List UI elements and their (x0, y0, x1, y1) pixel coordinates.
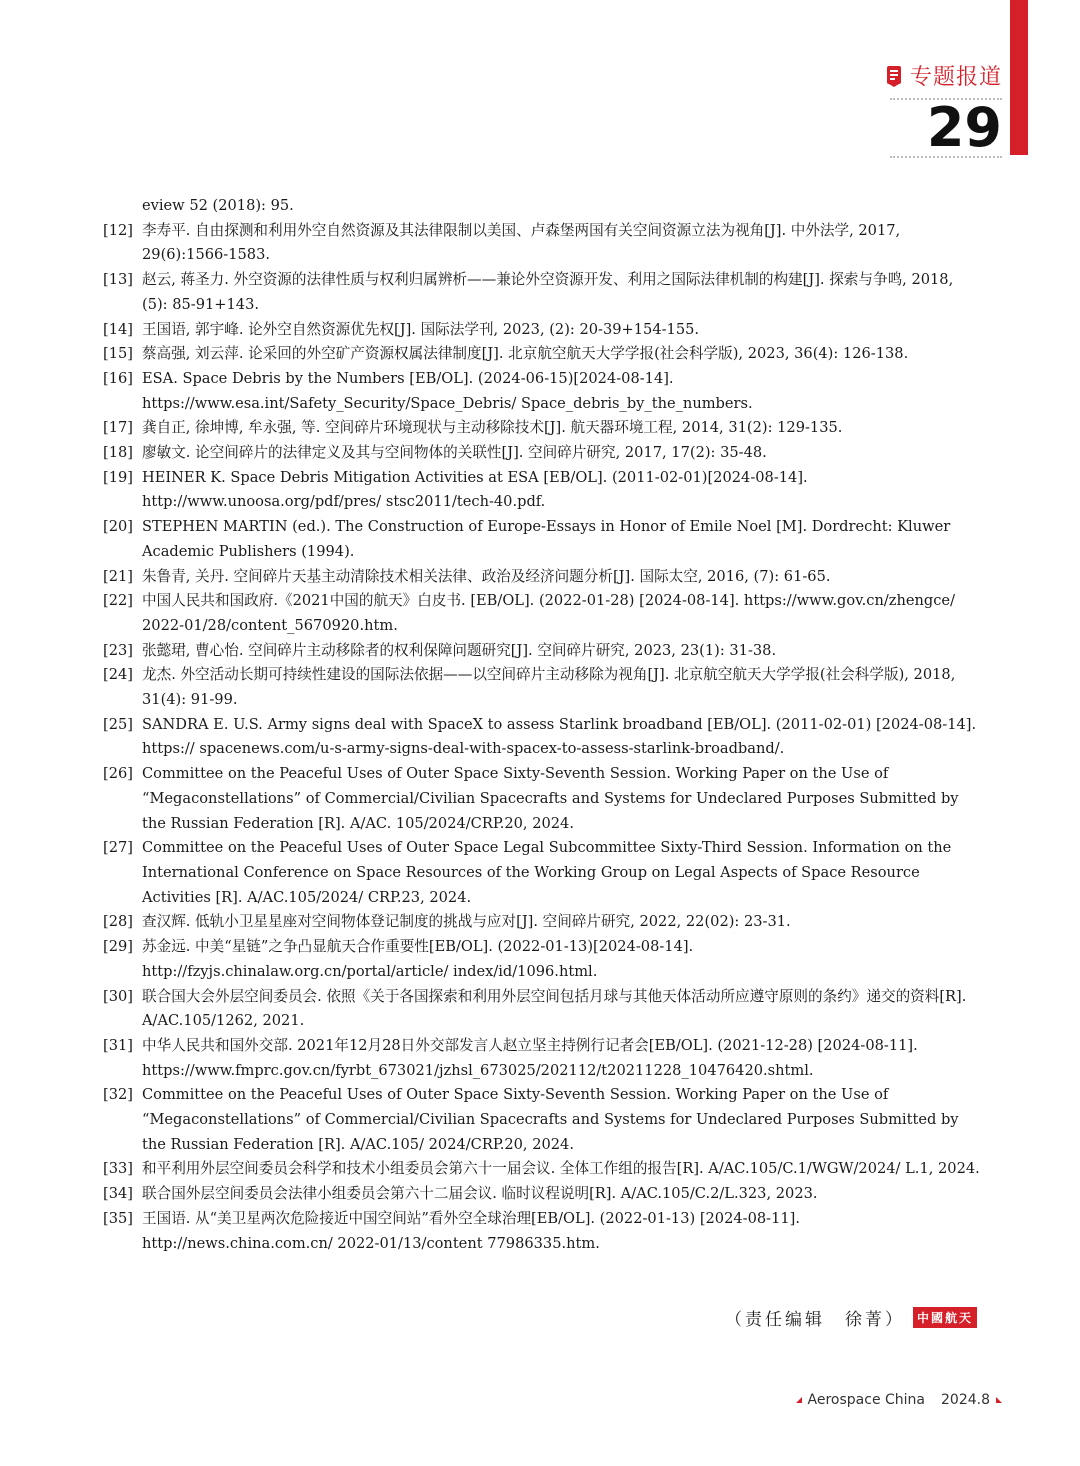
reference-item (103, 910, 983, 935)
reference-item (103, 441, 983, 466)
reference-number: [14] (103, 320, 133, 338)
reference-text: 廖敏文. 论空间碎片的法律定义及其与空间物体的关联性[J]. 空间碎片研究, 2017, 17(2): 35-48. (142, 444, 767, 462)
reference-number: [12] (103, 221, 133, 239)
footer-journal: Aerospace China (807, 1392, 925, 1408)
reference-text: 王国语. 从“美卫星两次危险接近中国空间站”看外空全球治理[EB/OL]. (2022-01-13) [2024-08-11]. http://news.china.com.cn/ 2022-01/13/content 77986335.htm. (142, 1209, 800, 1252)
page-footer (796, 1392, 1002, 1408)
reference-number: [31] (103, 1036, 133, 1054)
reference-item (103, 836, 983, 910)
reference-text: 和平利用外层空间委员会科学和技术小组委员会第六十一届会议. 全体工作组的报告[R]. A/AC.105/C.1/WGW/2024/ L.1, 2024. (142, 1160, 980, 1178)
reference-text: 苏金远. 中美“星链”之争凸显航天合作重要性[EB/OL]. (2022-01-13)[2024-08-14]. http://fzyjs.chinalaw.org.cn/portal/article/ index/id/1096.html. (142, 938, 694, 980)
reference-text: 联合国大会外层空间委员会. 依照《关于各国探索和利用外层空间包括月球与其他天体活动所应遵守原则的条约》递交的资料[R]. A/AC.105/1262, 2021. (142, 987, 967, 1030)
reference-number: [34] (103, 1185, 133, 1203)
header-divider-bottom (890, 156, 1002, 158)
reference-item (103, 268, 983, 317)
reference-text: 龚自正, 徐坤博, 牟永强, 等. 空间碎片环境现状与主动移除技术[J]. 航天器环境工程, 2014, 31(2): 129-135. (142, 419, 843, 437)
reference-text: HEINER K. Space Debris Mitigation Activities at ESA [EB/OL]. (2011-02-01)[2024-08-14]. http://www.unoosa.org/pdf/pres/ stsc2011/tech-40.pdf. (142, 468, 808, 511)
reference-number: [19] (103, 468, 133, 486)
header-red-bar (1010, 0, 1028, 155)
reference-text: 中国人民共和国政府.《2021中国的航天》白皮书. [EB/OL]. (2022-01-28) [2024-08-14]. https://www.gov.cn/zhengce/ 2022-01/28/content_5670920.htm. (142, 592, 955, 634)
reference-number: [15] (103, 345, 133, 363)
reference-item (103, 367, 983, 416)
reference-text: STEPHEN MARTIN (ed.). The Construction of Europe-Essays in Honor of Emile Noel [M]. Dordrecht: Kluwer Academic Publishers (1994). (142, 518, 951, 560)
reference-item (103, 985, 983, 1034)
editor-text: （责任编辑 徐菁） (724, 1310, 905, 1330)
reference-item (103, 416, 983, 441)
reference-item (103, 1157, 983, 1182)
journal-logo: 中國航天 (913, 1307, 977, 1328)
reference-item (103, 219, 983, 268)
reference-number: [22] (103, 592, 133, 610)
reference-number: [13] (103, 271, 133, 289)
reference-number: [18] (103, 444, 133, 462)
reference-text: 龙杰. 外空活动长期可持续性建设的国际法依据——以空间碎片主动移除为视角[J]. 北京航空航天大学学报(社会科学版), 2018, 31(4): 91-99. (142, 666, 956, 709)
reference-number: [27] (103, 839, 133, 857)
document-icon (886, 65, 902, 87)
reference-number: [25] (103, 715, 133, 733)
reference-list (103, 194, 983, 1256)
reference-text: Committee on the Peaceful Uses of Outer Space Sixty-Seventh Session. Working Paper on the Use of “Megaconstellations” of Commercial/Civilian Spacecrafts and Systems for Undeclared Purposes Submitted by the Russian Federation [R]. A/AC.105/ 2024/CRP.20, 2024. (142, 1086, 959, 1153)
reference-item (103, 935, 983, 984)
reference-number: [33] (103, 1160, 133, 1178)
reference-number: [26] (103, 765, 133, 783)
footer-issue: 2024.8 (941, 1392, 990, 1408)
reference-number: [28] (103, 913, 133, 931)
reference-number: [24] (103, 666, 133, 684)
reference-item (103, 515, 983, 564)
reference-number: [16] (103, 369, 133, 387)
editor-credit (725, 1305, 977, 1330)
reference-number: [32] (103, 1086, 133, 1104)
reference-item (103, 589, 983, 638)
reference-item (103, 1083, 983, 1157)
section-title: 专题报道 (909, 65, 1002, 90)
reference-item (103, 342, 983, 367)
reference-text: 中华人民共和国外交部. 2021年12月28日外交部发言人赵立坚主持例行记者会[EB/OL]. (2021-12-28) [2024-08-11]. https://www.fmprc.gov.cn/fyrbt_673021/jzhsl_673025/202112/t20211228_10476420.shtml. (142, 1036, 918, 1079)
reference-text: 王国语, 郭宇峰. 论外空自然资源优先权[J]. 国际法学刊, 2023, (2): 20-39+154-155. (142, 320, 700, 338)
reference-number: [23] (103, 641, 133, 659)
reference-item (103, 663, 983, 712)
reference-text: 张懿珺, 曹心怡. 空间碎片主动移除者的权利保障问题研究[J]. 空间碎片研究, 2023, 23(1): 31-38. (142, 641, 777, 659)
reference-text: Committee on the Peaceful Uses of Outer Space Sixty-Seventh Session. Working Paper on the Use of “Megaconstellations” of Commercial/Civilian Spacecrafts and Systems for Undeclared Purposes Submitted by the Russian Federation [R]. A/AC. 105/2024/CRP.20, 2024. (142, 765, 959, 832)
reference-item (103, 466, 983, 515)
reference-number: [29] (103, 938, 133, 956)
reference-item (103, 1034, 983, 1083)
reference-text: 李寿平. 自由探测和利用外空自然资源及其法律限制以美国、卢森堡两国有关空间资源立法为视角[J]. 中外法学, 2017, 29(6):1566-1583. (142, 221, 901, 264)
triangle-left-icon (796, 1397, 802, 1403)
section-header (886, 60, 1002, 91)
reference-item (103, 762, 983, 836)
reference-number: [20] (103, 518, 133, 536)
reference-item (103, 318, 983, 343)
reference-text: ESA. Space Debris by the Numbers [EB/OL]. (2024-06-15)[2024-08-14]. https://www.esa.int/Safety_Security/Space_Debris/ Space_debris_by_the_numbers. (142, 369, 753, 412)
reference-item (103, 1207, 983, 1256)
reference-number: [30] (103, 987, 133, 1005)
reference-item (103, 565, 983, 590)
reference-text: 蔡高强, 刘云萍. 论采回的外空矿产资源权属法律制度[J]. 北京航空航天大学学报(社会科学版), 2023, 36(4): 126-138. (142, 345, 909, 363)
triangle-right-icon (996, 1397, 1002, 1403)
reference-number: [17] (103, 419, 133, 437)
reference-number: [21] (103, 567, 133, 585)
reference-text: 赵云, 蒋圣力. 外空资源的法律性质与权利归属辨析——兼论外空资源开发、利用之国际法律机制的构建[J]. 探索与争鸣, 2018, (5): 85-91+143. (142, 271, 954, 313)
reference-item (103, 1182, 983, 1207)
reference-text: SANDRA E. U.S. Army signs deal with SpaceX to assess Starlink broadband [EB/OL]. (2011-02-01) [2024-08-14]. https:// spacenews.com/u-s-army-signs-deal-with-spacex-to-assess-starlink-broadband/. (142, 715, 977, 758)
reference-text: 联合国外层空间委员会法律小组委员会第六十二届会议. 临时议程说明[R]. A/AC.105/C.2/L.323, 2023. (142, 1185, 818, 1203)
reference-text: Committee on the Peaceful Uses of Outer Space Legal Subcommittee Sixty-Third Session. Information on the International Conference on Space Resources of the Working Group on Legal Aspects of Space Resource Activities [R]. A/AC.105/2024/ CRP.23, 2024. (142, 839, 952, 906)
reference-item (103, 713, 983, 762)
reference-continuation: eview 52 (2018): 95. (142, 197, 294, 214)
reference-text: 朱鲁青, 关丹. 空间碎片天基主动清除技术相关法律、政治及经济问题分析[J]. 国际太空, 2016, (7): 61-65. (142, 567, 831, 585)
reference-text: 查汉辉. 低轨小卫星星座对空间物体登记制度的挑战与应对[J]. 空间碎片研究, 2022, 22(02): 23-31. (142, 913, 791, 931)
reference-number: [35] (103, 1209, 133, 1227)
reference-item (103, 639, 983, 664)
page-number: 29 (926, 96, 1002, 159)
